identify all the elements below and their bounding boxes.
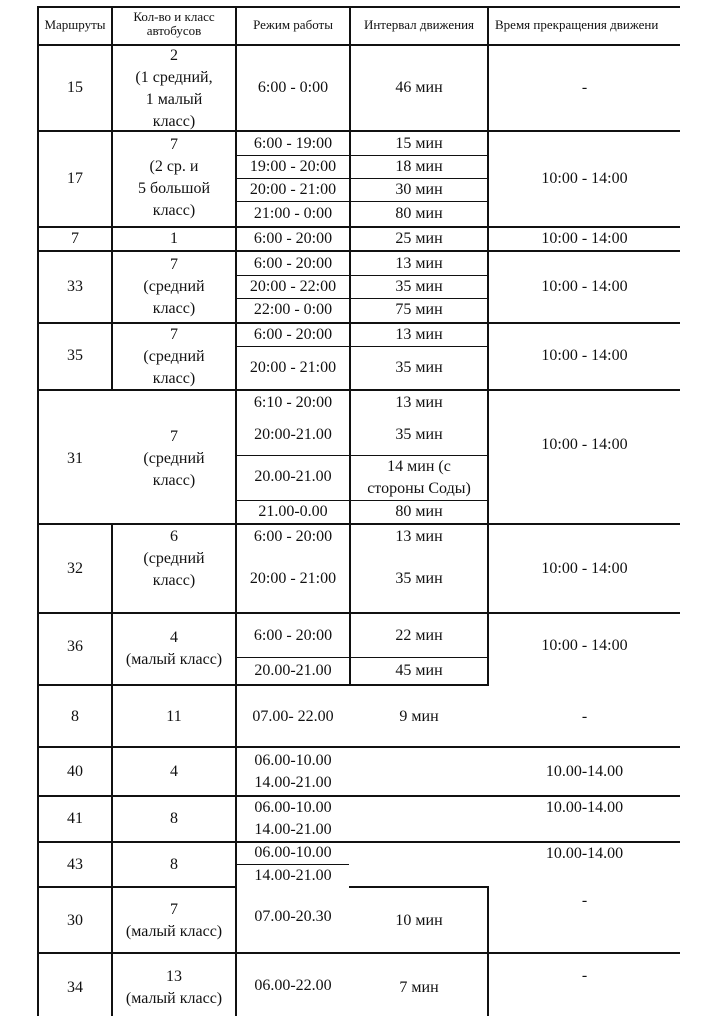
work-mode: 22:00 - 0:00 [253,301,333,318]
bus-count-class: 6 (средний класс) [143,528,205,589]
grid-line [37,952,680,954]
bus-count-class: 7 (средний класс) [143,326,205,387]
work-mode: 20.00-21.00 [254,468,332,485]
grid-line [349,886,489,888]
work-mode: 6:00 - 20:00 [253,255,333,272]
stop-time: 10:00 - 14:00 [541,170,628,187]
interval: 46 мин [395,79,443,96]
stop-time: - [581,708,588,725]
work-mode: 21:00 - 0:00 [253,205,333,222]
bus-count-class: 7 (малый класс) [125,901,223,940]
work-mode: 21.00-0.00 [258,503,328,520]
interval: 35 мин [395,359,443,376]
route-number: 34 [67,979,83,996]
interval: 9 мин [399,708,439,725]
interval: 35 мин [395,570,443,587]
work-mode: 6:00 - 0:00 [257,79,329,96]
work-mode: 20.00-21.00 [254,662,332,679]
stop-time: 10.00-14.00 [545,845,624,862]
interval: 25 мин [395,230,443,247]
bus-count-class: 13 (малый класс) [125,968,223,1007]
stop-time: 10:00 - 14:00 [541,436,628,453]
header-buses: Кол-во и класс автобусов [133,9,215,38]
grid-line [37,250,680,252]
stop-time: 10:00 - 14:00 [541,560,628,577]
route-number: 33 [67,278,83,295]
bus-count-class: 8 [170,856,178,873]
header-mode: Режим работы [253,17,333,32]
route-number: 40 [67,763,83,780]
grid-line [235,201,489,202]
interval: 30 мин [395,181,443,198]
interval: 18 мин [395,158,443,175]
interval: 35 мин [395,426,443,443]
work-mode: 07.00- 22.00 [252,708,334,725]
work-mode: 6:00 - 19:00 [253,135,333,152]
work-mode: 6:00 - 20:00 [253,230,333,247]
stop-time: - [581,79,588,96]
stop-time: 10:00 - 14:00 [541,230,628,247]
work-mode: 6:10 - 20:00 [253,394,333,411]
interval: 7 мин [399,979,439,996]
bus-count-class: 8 [170,810,178,827]
route-number: 32 [67,560,83,577]
work-mode: 06.00-10.00 [254,752,332,769]
work-mode: 6:00 - 20:00 [253,627,333,644]
interval: 45 мин [395,662,443,679]
bus-count-class: 7 (2 ср. и 5 большой класс) [137,136,211,219]
bus-count-class: 11 [166,708,182,725]
work-mode: 14.00-21.00 [254,867,332,884]
interval: 75 мин [395,301,443,318]
route-number: 35 [67,347,83,364]
grid-line [37,886,237,888]
stop-time: - [581,892,588,909]
interval: 35 мин [395,278,443,295]
stop-time: 10:00 - 14:00 [541,347,628,364]
work-mode: 06.00-22.00 [254,977,332,994]
stop-time: - [581,967,588,984]
route-number: 31 [67,450,83,467]
grid-line [37,523,680,525]
work-mode: 06.00-10.00 [254,844,332,861]
interval: 13 мин [395,255,443,272]
work-mode: 14.00-21.00 [254,774,332,791]
interval: 13 мин [395,326,443,343]
route-number: 15 [67,79,83,96]
bus-count-class: 4 [170,763,178,780]
work-mode: 06.00-10.00 [254,799,332,816]
route-number: 36 [67,638,83,655]
route-number: 41 [67,810,83,827]
work-mode: 20:00 - 21:00 [249,570,337,587]
interval: 13 мин [395,394,443,411]
interval: 22 мин [395,627,443,644]
header-routes: Маршруты [44,17,106,32]
stop-time: 10.00-14.00 [545,799,624,816]
stop-time: 10:00 - 14:00 [541,278,628,295]
grid-line [37,6,680,8]
route-number: 8 [71,708,79,725]
grid-line [37,746,680,748]
bus-count-class: 7 (средний класс) [143,256,205,317]
interval: 80 мин [395,503,443,520]
work-mode: 20:00 - 21:00 [249,181,337,198]
grid-line [235,657,489,658]
interval: 10 мин [395,912,443,929]
work-mode: 6:00 - 20:00 [253,528,333,545]
grid-line [235,346,489,347]
interval: 14 мин (с стороны Соды) [367,458,471,497]
work-mode: 6:00 - 20:00 [253,326,333,343]
work-mode: 07.00-20.30 [254,908,332,925]
bus-count-class: 2 (1 средний, 1 малый класс) [135,47,213,130]
stop-time: 10.00-14.00 [545,763,624,780]
grid-line [37,684,489,686]
interval: 15 мин [395,135,443,152]
work-mode: 19:00 - 20:00 [249,158,337,175]
work-mode: 20:00 - 22:00 [249,278,337,295]
bus-count-class: 1 [170,230,178,247]
work-mode: 20:00-21.00 [254,426,332,443]
route-number: 43 [67,856,83,873]
header-stop-time: Время прекращения движени [495,18,659,32]
grid-line [37,612,680,614]
work-mode: 20:00 - 21:00 [249,359,337,376]
route-number: 7 [71,230,79,247]
work-mode: 14.00-21.00 [254,821,332,838]
bus-count-class: 7 (средний класс) [143,428,205,489]
stop-time: 10:00 - 14:00 [541,637,628,654]
route-number: 30 [67,912,83,929]
interval: 13 мин [395,528,443,545]
header-interval: Интервал движения [363,17,475,32]
interval: 80 мин [395,205,443,222]
route-number: 17 [67,170,83,187]
bus-count-class: 4 (малый класс) [125,629,223,668]
